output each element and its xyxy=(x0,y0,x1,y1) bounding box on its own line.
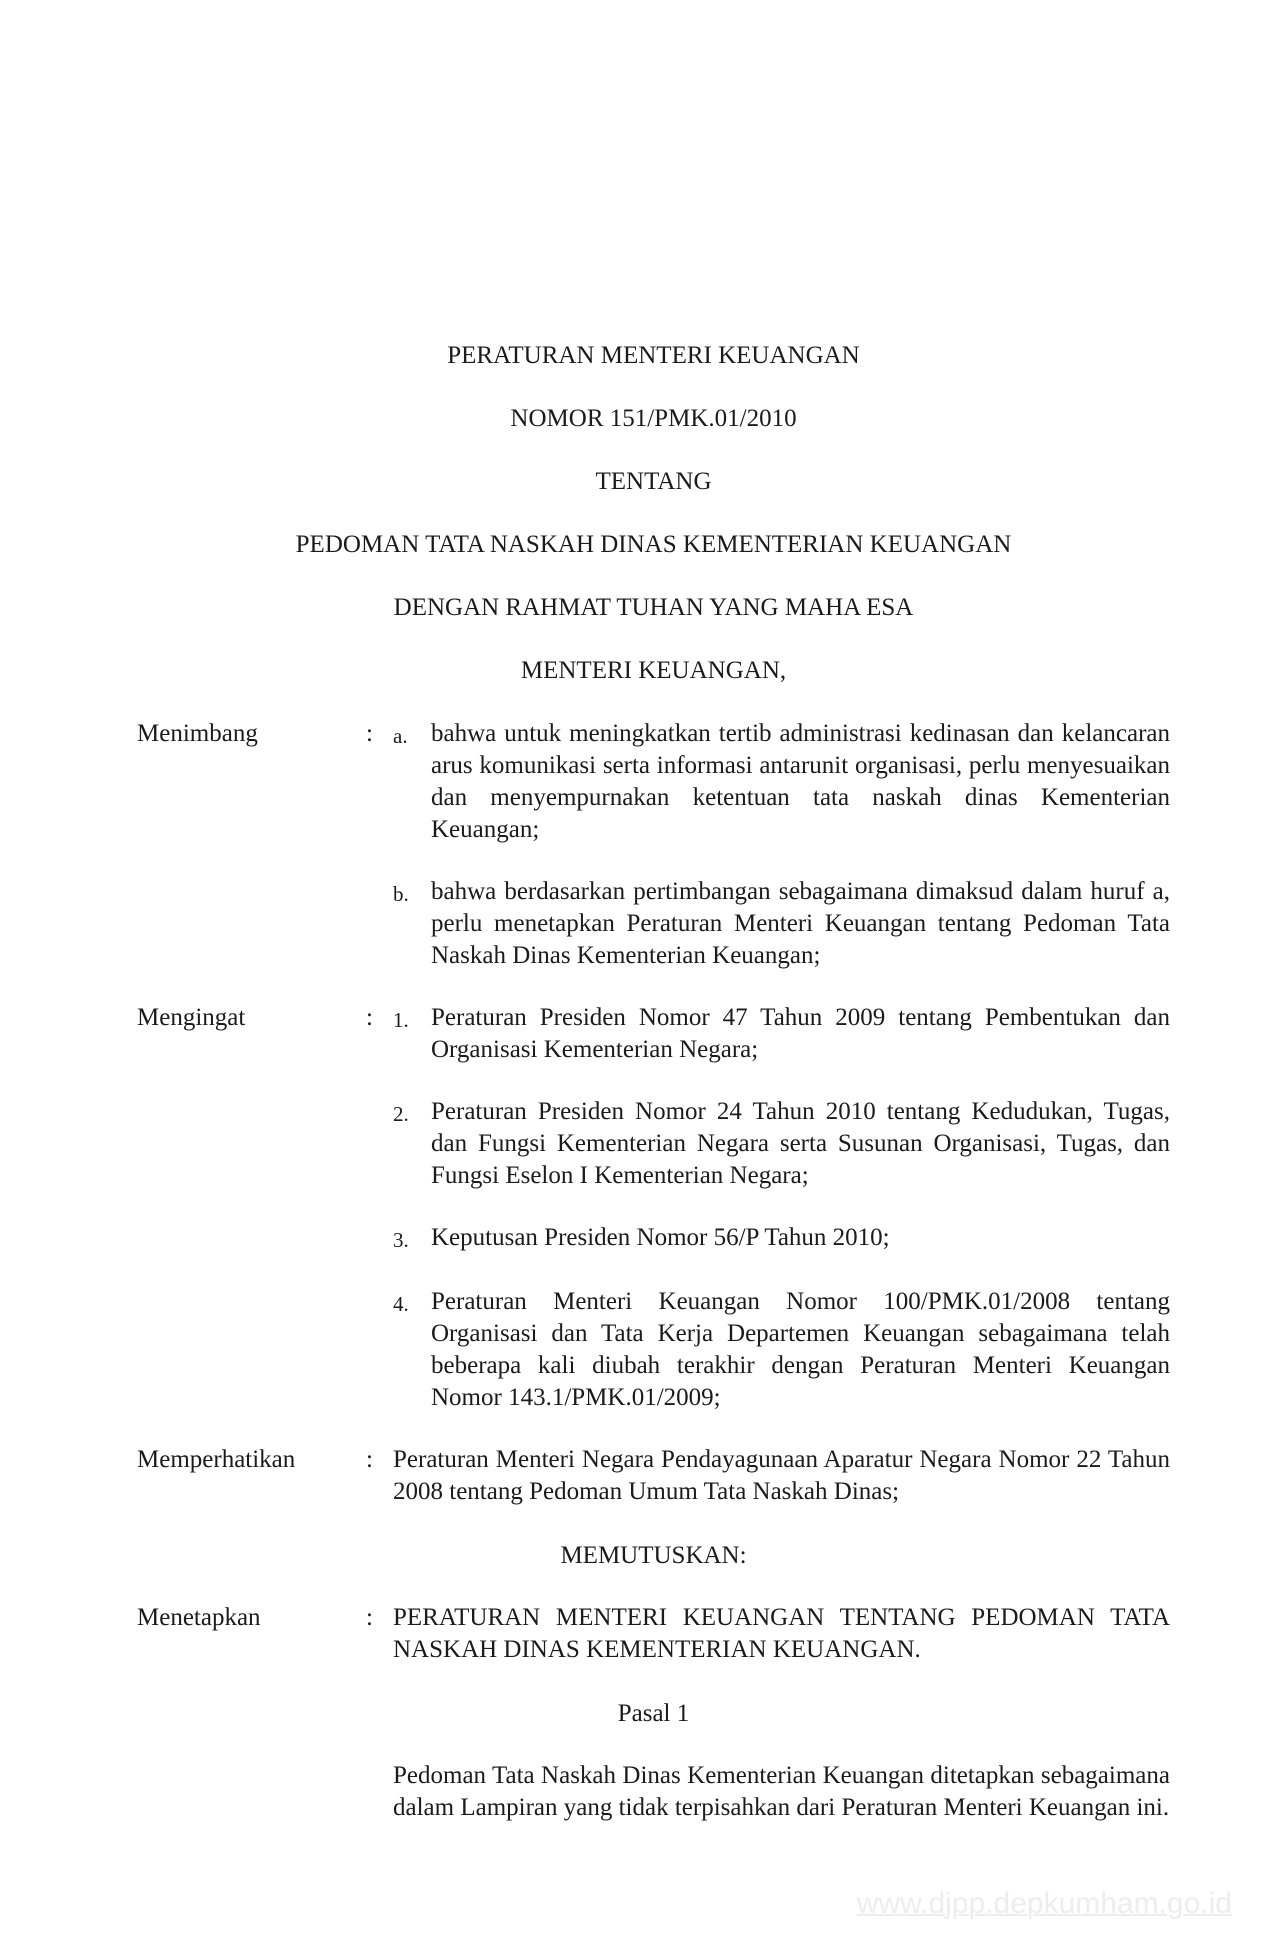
colon-separator: : xyxy=(366,1004,373,1031)
item-text: bahwa untuk meningkatkan tertib administrasi kedinasan dan kelancaran arus komunikasi serta informasi antarunit organisasi, perlu menyesuaikan dan menyempurnakan ketentuan tata naskah dinas Kementerian Keuangan; xyxy=(431,720,1170,843)
tentang-heading: TENTANG xyxy=(595,468,712,495)
item-marker: a. xyxy=(393,724,408,748)
item-marker: 3. xyxy=(393,1228,409,1252)
item-text: bahwa berdasarkan pertimbangan sebagaimana dimaksud dalam huruf a, perlu menetapkan Peraturan Menteri Keuangan tentang Pedoman Tata Naskah Dinas Kementerian Keuangan; xyxy=(431,878,1170,969)
document-content xyxy=(137,340,1170,1824)
pasal-1-heading: Pasal 1 xyxy=(617,1700,690,1727)
memperhatikan-item xyxy=(137,1444,1170,1508)
memutuskan-heading: MEMUTUSKAN: xyxy=(560,1542,747,1569)
section-label-menimbang: Menimbang xyxy=(137,720,258,747)
menetapkan-text: PERATURAN MENTERI KEUANGAN TENTANG PEDOMAN TATA NASKAH DINAS KEMENTERIAN KEUANGAN. xyxy=(393,1604,1170,1663)
item-text: Peraturan Presiden Nomor 47 Tahun 2009 tentang Pembentukan dan Organisasi Kementerian Negara; xyxy=(431,1004,1170,1063)
item-text: Keputusan Presiden Nomor 56/P Tahun 2010; xyxy=(431,1224,890,1251)
document-number: NOMOR 151/PMK.01/2010 xyxy=(510,405,797,432)
menimbang-item-a xyxy=(137,718,1170,846)
issuer-line: MENTERI KEUANGAN, xyxy=(520,657,787,684)
pasal-1-body: Pedoman Tata Naskah Dinas Kementerian Keuangan ditetapkan sebagaimana dalam Lampiran yang tidak terpisahkan dari Peraturan Menteri Keuangan ini. xyxy=(393,1762,1170,1821)
section-label-menetapkan: Menetapkan xyxy=(137,1604,261,1631)
mengingat-item-2 xyxy=(137,1096,1170,1192)
item-text: Peraturan Menteri Negara Pendayagunaan Aparatur Negara Nomor 22 Tahun 2008 tentang Pedoman Umum Tata Naskah Dinas; xyxy=(393,1446,1170,1505)
menetapkan-row xyxy=(137,1602,1170,1666)
item-marker: 2. xyxy=(393,1102,409,1126)
colon-separator: : xyxy=(366,1604,373,1631)
item-marker: 1. xyxy=(393,1008,409,1032)
invocation-line: DENGAN RAHMAT TUHAN YANG MAHA ESA xyxy=(393,594,914,621)
document-header xyxy=(137,340,1170,687)
item-text: Peraturan Menteri Keuangan Nomor 100/PMK.01/2008 tentang Organisasi dan Tata Kerja Departemen Keuangan sebagaimana telah beberapa kali diubah terakhir dengan Peraturan Menteri Keuangan Nomor 143.1/PMK.01/2009; xyxy=(431,1288,1170,1411)
document-title: PERATURAN MENTERI KEUANGAN xyxy=(447,342,860,369)
colon-separator: : xyxy=(366,720,373,747)
colon-separator: : xyxy=(366,1446,373,1473)
section-label-mengingat: Mengingat xyxy=(137,1004,246,1031)
mengingat-item-3 xyxy=(137,1222,1170,1256)
mengingat-item-1 xyxy=(137,1002,1170,1066)
document-subject: PEDOMAN TATA NASKAH DINAS KEMENTERIAN KEUANGAN xyxy=(295,531,1012,558)
section-label-memperhatikan: Memperhatikan xyxy=(137,1446,296,1473)
item-text: Peraturan Presiden Nomor 24 Tahun 2010 tentang Kedudukan, Tugas, dan Fungsi Kementerian Negara serta Susunan Organisasi, Tugas, dan Fungsi Eselon I Kementerian Negara; xyxy=(431,1098,1170,1189)
menimbang-item-b xyxy=(137,876,1170,972)
item-marker: b. xyxy=(393,882,409,906)
item-marker: 4. xyxy=(393,1292,409,1316)
mengingat-item-4 xyxy=(137,1286,1170,1414)
watermark-url: www.djpp.depkumham.go.id xyxy=(856,1887,1232,1920)
